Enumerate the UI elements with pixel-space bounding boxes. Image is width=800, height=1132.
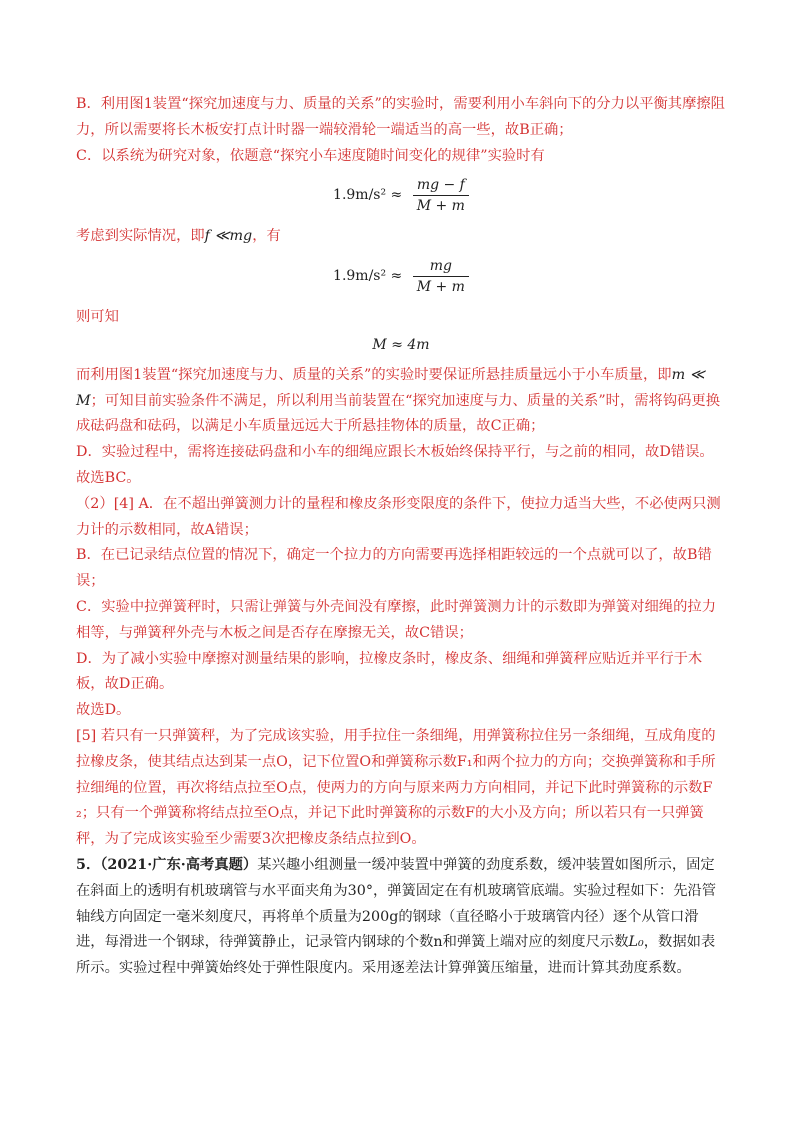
question-5 — [76, 853, 726, 982]
answer-1: 故选BC。 — [76, 469, 141, 486]
use-device-tail: ；可知目前实验条件不满足，所以利用当前装置在“探究加速度与力、质量的关系”时，需将钩码更换成砝码盘和砝码，以满足小车质量远远大于所悬挂物体的质量，故C正确； — [76, 392, 721, 435]
part2-option-d: D．为了减小实验中摩擦对测量结果的影响，拉橡皮条时，橡皮条、细绳和弹簧秤应贴近并平行于木板，故D正确。 — [76, 650, 703, 693]
option-b-explanation: B．利用图1装置“探究加速度与力、质量的关系”的实验时，需要利用小车斜向下的分力以平衡其摩擦阻力，所以需要将长木板安打点计时器一端较滑轮一端适当的高一些，故B正确； — [76, 96, 725, 138]
equation-2-lhs: 1.9m/s² ≈ — [333, 267, 403, 284]
equation-3: M ≈ 4m — [372, 336, 430, 353]
answer-2: 故选D。 — [76, 702, 131, 719]
question-5-number: 5． — [76, 856, 101, 873]
then-know-line: 则可知 — [76, 309, 119, 326]
consider-math: f ≪mg — [204, 228, 253, 245]
question-5-source: （2021·广东·高考真题） — [100, 856, 258, 873]
option-d-explanation: D．实验过程中，需将连接砝码盘和小车的细绳应跟长木板始终保持平行，与之前的相同，故D错误。 — [76, 444, 714, 461]
equation-1-fraction — [413, 175, 469, 216]
equation-2-denominator: M + m — [416, 279, 465, 296]
question-5-tail: ，数据如表所示。实验过程中弹簧始终处于弹性限度内。采用逐差法计算弹簧压缩量，进而计算其劲度系数。 — [76, 934, 716, 977]
question-5-body: 某兴趣小组测量一缓冲装置中弹簧的劲度系数，缓冲装置如图所示，固定在斜面上的透明有机玻璃管与水平面夹角为30°，弹簧固定在有机玻璃管底端。实验过程如下：先沿管轴线方向固定一毫米刻度尺，再将单个质量为200g的钢球（直径略小于玻璃管内径）逐个从管口滑进，每滑进一个钢球，待弹簧静止，记录管内钢球的个数n和弹簧上端对应的刻度尺示数 — [76, 856, 717, 951]
equation-1-denominator: M + m — [416, 198, 465, 215]
equation-2-fraction — [413, 256, 469, 297]
consider-line — [76, 224, 726, 250]
part2-option-a: （2）[4] A．在不超出弹簧测力计的量程和橡皮条形变限度的条件下，使拉力适当大些，不必使两只测力计的示数相同，故A错误； — [76, 495, 721, 538]
equation-1 — [76, 175, 726, 216]
consider-tail: ，有 — [252, 228, 281, 245]
content-area — [76, 92, 726, 982]
equation-2 — [76, 256, 726, 297]
consider-text: 考虑到实际情况，即 — [76, 228, 205, 245]
question-5-math: L₀ — [628, 934, 644, 951]
part2-option-b: B．在已记录结点位置的情况下，确定一个拉力的方向需要再选择相距较远的一个点就可以了，故B错误； — [76, 547, 712, 590]
part2-option-c: C．实验中拉弹簧秤时，只需让弹簧与外壳间没有摩擦，此时弹簧测力计的示数即为弹簧对细绳的拉力相等，与弹簧秤外壳与木板之间是否存在摩擦无关，故C错误； — [76, 598, 716, 641]
part5-explanation: [5] 若只有一只弹簧秤，为了完成该实验，用手拉住一条细绳，用弹簧称拉住另一条细绳，互成角度的拉橡皮条，使其结点达到某一点O，记下位置O和弹簧称示数F₁和两个拉力的方向；交换弹簧称和手所拉细绳的位置，再次将结点拉至O点，使两力的方向与原来两力方向相同，并记下此时弹簧称的示数F₂；只有一个弹簧称将结点拉至O点，并记下此时弹簧称的示数F的大小及方向；所以若只有一只弹簧秤，为了完成该实验至少需要3次把橡皮条结点拉到O。 — [76, 727, 716, 848]
equation-1-lhs: 1.9m/s² ≈ — [333, 186, 403, 203]
equation-1-numerator: mg − f — [413, 175, 469, 196]
use-device-explanation — [76, 363, 726, 440]
use-device-text: 而利用图1装置“探究加速度与力、质量的关系”的实验时要保证所悬挂质量远小于小车质量，即 — [76, 366, 672, 383]
equation-2-numerator: mg — [413, 256, 469, 277]
option-c-explanation: C．以系统为研究对象，依题意“探究小车速度随时间变化的规律”实验时有 — [76, 147, 545, 164]
use-device-math: m ≪M — [76, 366, 705, 409]
